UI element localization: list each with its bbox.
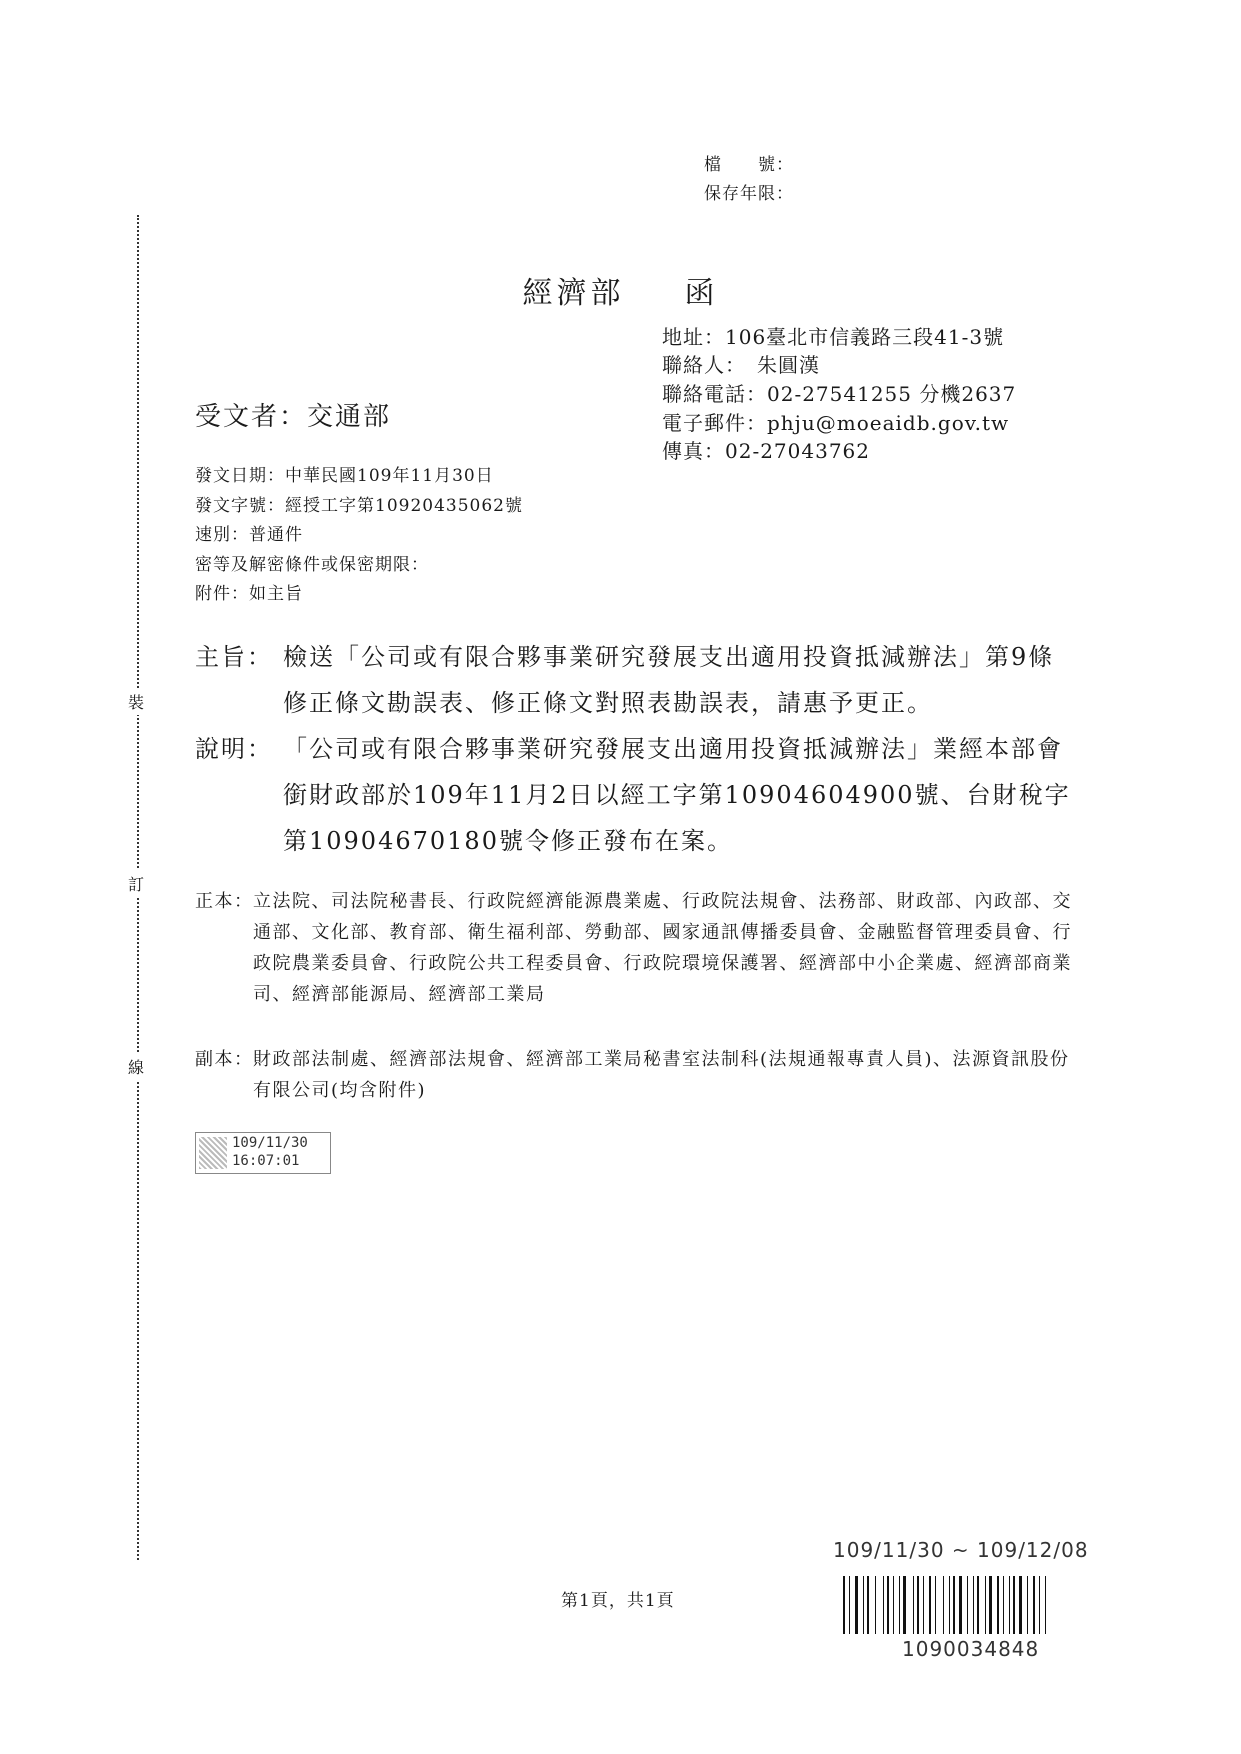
contact-email: 電子郵件：phju@moeaidb.gov.tw — [662, 411, 1010, 435]
retention-label: 保存年限： — [704, 184, 794, 204]
barcode-bar — [1045, 1576, 1046, 1634]
barcode-bar — [883, 1576, 884, 1634]
barcode-bar — [1003, 1576, 1004, 1634]
issue-date: 發文日期：中華民國109年11月30日 — [195, 466, 494, 486]
barcode-bar — [1013, 1576, 1015, 1634]
contact-address: 地址：106臺北市信義路三段41-3號 — [662, 325, 1005, 349]
barcode-bar — [875, 1576, 876, 1634]
barcode-bar — [1019, 1576, 1022, 1634]
barcode-bar — [949, 1576, 950, 1634]
barcode-bar — [973, 1576, 974, 1634]
barcode-bar — [967, 1576, 968, 1634]
copies-text: 財政部法制處、經濟部法規會、經濟部工業局秘書室法制科(法規通報專責人員)、法源資訊股份有限公司(均含附件) — [253, 1049, 1070, 1101]
explanation-section — [195, 726, 1075, 864]
barcode-bar — [977, 1576, 979, 1634]
barcode-bar — [1009, 1576, 1010, 1634]
barcode-bar — [899, 1576, 900, 1634]
file-number-label: 檔 號： — [704, 155, 794, 175]
barcode-bar — [863, 1576, 864, 1634]
barcode-bar — [943, 1576, 944, 1634]
barcode-number: 1090034848 — [902, 1637, 1040, 1661]
subject-label: 主旨： — [195, 643, 273, 671]
stamp-pattern — [199, 1137, 227, 1169]
stamp-date: 109/11/30 — [232, 1135, 308, 1151]
barcode-bar — [1039, 1576, 1040, 1634]
binding-char-xian: 線 — [128, 1053, 144, 1080]
attachment: 附件：如主旨 — [195, 584, 303, 604]
speed-class: 速別：普通件 — [195, 525, 303, 545]
barcode-bar — [893, 1576, 894, 1634]
recipient: 受文者：交通部 — [195, 402, 392, 432]
barcode-bar — [849, 1576, 850, 1634]
security-level: 密等及解密條件或保密期限： — [195, 555, 429, 575]
barcode-bar — [935, 1576, 936, 1634]
barcode-bar — [1027, 1576, 1028, 1634]
binding-char-ding: 訂 — [128, 870, 144, 897]
subject-section — [195, 634, 1075, 726]
title-doc-type: 函 — [684, 276, 719, 311]
binding-char-zhuang: 裝 — [128, 688, 144, 715]
copies-label: 副本： — [195, 1049, 254, 1070]
title-org: 經濟部 — [522, 276, 625, 311]
explanation-text: 「公司或有限合夥事業研究發展支出適用投資抵減辦法」業經本部會銜財政部於109年11月2日以經工字第10904604900號、台財稅字第10904670180號令修正發布在案。 — [283, 735, 1071, 855]
page-number: 第1頁，共1頁 — [561, 1591, 675, 1611]
explanation-label: 說明： — [195, 735, 273, 763]
barcode-bar — [929, 1576, 931, 1634]
contact-person: 聯絡人： 朱圓漢 — [662, 353, 820, 377]
barcode — [843, 1576, 1115, 1634]
barcode-bar — [1033, 1576, 1035, 1634]
barcode-bar — [985, 1576, 986, 1634]
barcode-bar — [903, 1576, 906, 1634]
receipt-stamp — [195, 1132, 331, 1174]
contact-fax: 傳真：02-27043762 — [662, 439, 871, 463]
date-range: 109/11/30 ~ 109/12/08 — [833, 1538, 1089, 1562]
barcode-bar — [855, 1576, 858, 1634]
main-recipients-label: 正本： — [195, 891, 254, 912]
barcode-bar — [913, 1576, 914, 1634]
barcode-bar — [989, 1576, 992, 1634]
barcode-bar — [917, 1576, 919, 1634]
doc-number: 發文字號：經授工字第10920435062號 — [195, 496, 523, 516]
main-recipients-section — [195, 886, 1075, 1010]
stamp-time: 16:07:01 — [232, 1153, 300, 1169]
barcode-bar — [867, 1576, 869, 1634]
copies-section — [195, 1044, 1075, 1106]
barcode-bar — [923, 1576, 924, 1634]
barcode-bar — [887, 1576, 889, 1634]
barcode-bar — [997, 1576, 999, 1634]
subject-text: 檢送「公司或有限合夥事業研究發展支出適用投資抵減辦法」第9條修正條文勘誤表、修正條文對照表勘誤表，請惠予更正。 — [283, 643, 1055, 717]
main-recipients-text: 立法院、司法院秘書長、行政院經濟能源農業處、行政院法規會、法務部、財政部、內政部、交通部、文化部、教育部、衛生福利部、勞動部、國家通訊傳播委員會、金融監督管理委員會、行政院農業委員會、行政院公共工程委員會、行政院環境保護署、經濟部中小企業處、經濟部商業司、經濟部能源局、經濟部工業局 — [253, 891, 1072, 1005]
document-title — [0, 268, 1241, 312]
contact-phone: 聯絡電話：02-27541255 分機2637 — [662, 382, 1017, 406]
barcode-bar — [843, 1576, 845, 1634]
barcode-bar — [953, 1576, 955, 1634]
barcode-bar — [959, 1576, 962, 1634]
